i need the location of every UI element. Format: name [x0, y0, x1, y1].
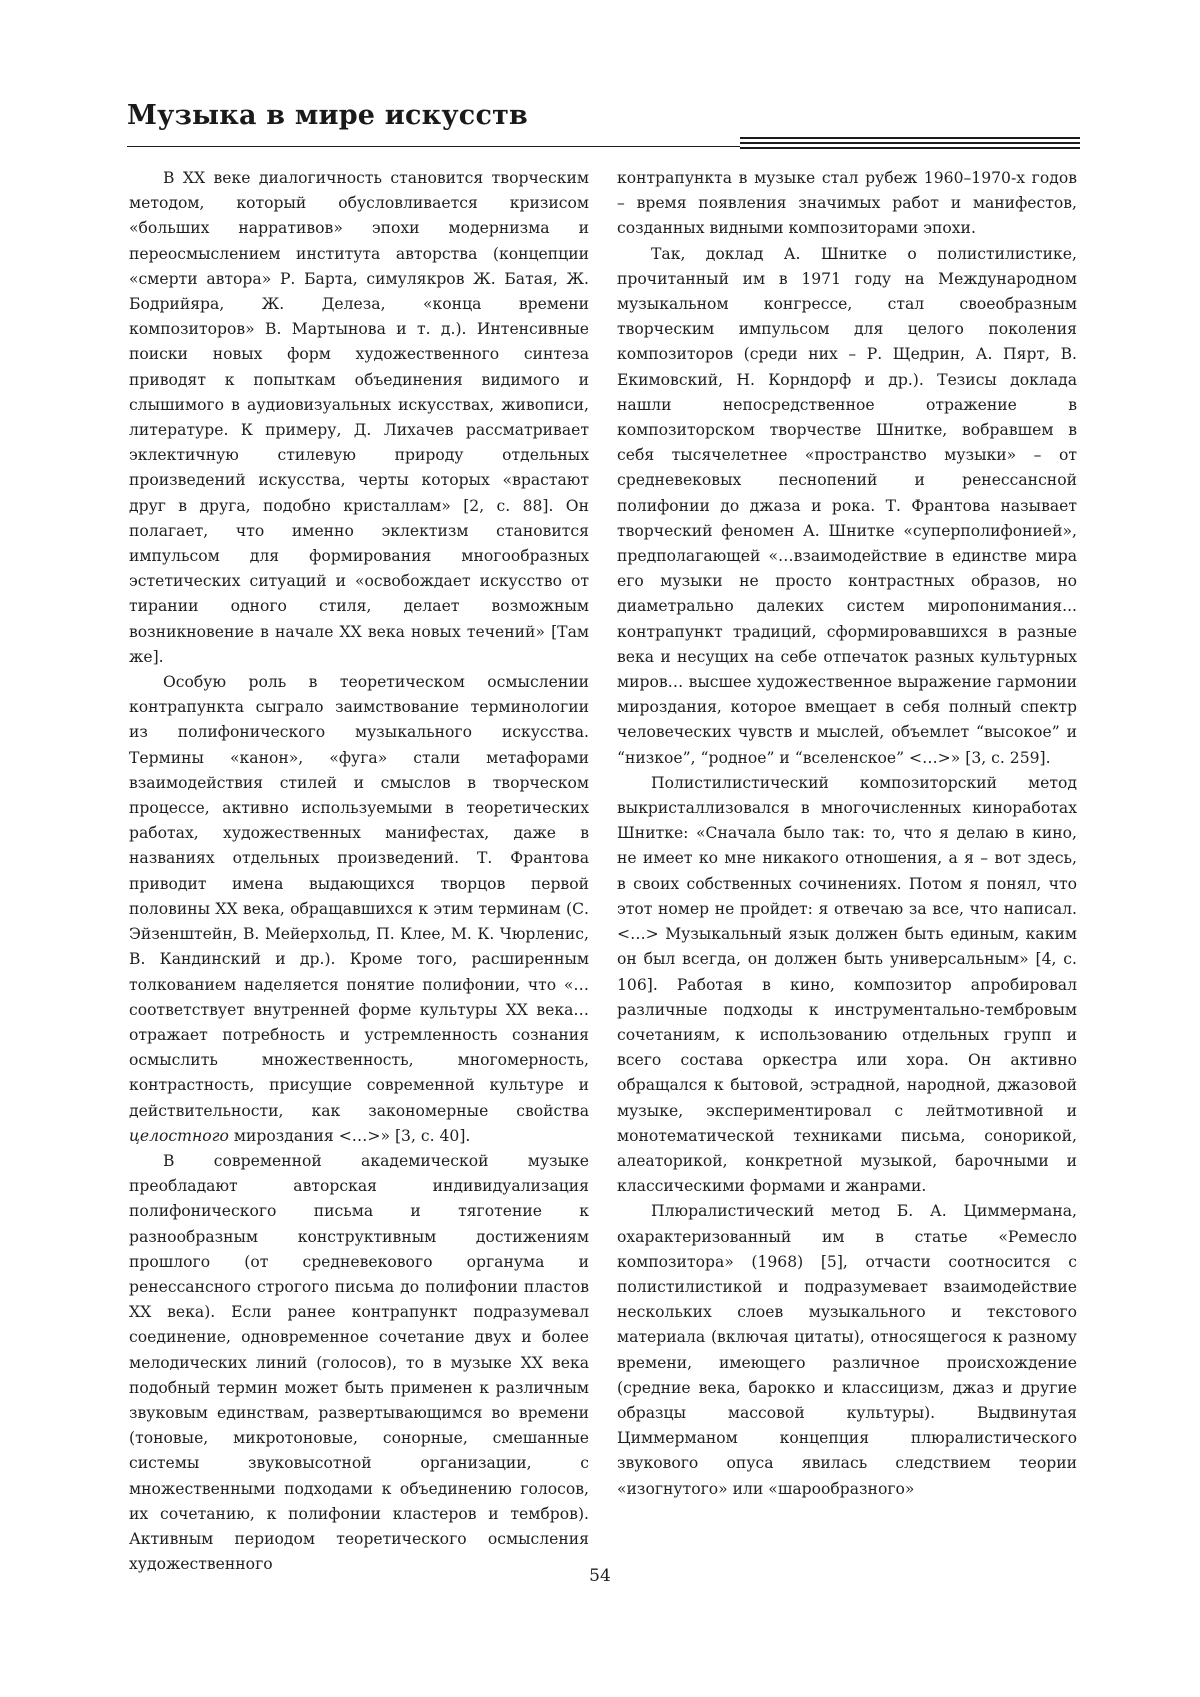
italic-term: целостного [129, 1126, 229, 1145]
running-header-title: Музыка в мире искусств [127, 100, 528, 131]
paragraph: Так, доклад А. Шнитке о полистилистике, прочитанный им в 1971 году на Международном музыкальном конгрессе, стал своеобразным творческим импульсом для целого поколения композиторов (среди них – Р. Щедрин, А. Пярт, В. Екимовский, Н. Корндорф и др.). Тезисы доклада нашли непосредственное отражение в композиторском творчестве Шнитке, вобравшем в себя тысячелетнее «пространство музыки» – от средневековых песнопений и ренессансной полифонии до джаза и рока. Т. Франтова называет творческий феномен А. Шнитке «суперполифонией», предполагающей «…взаимодействие в единстве мира его музыки не просто контрастных образов, но диаметрально далеких систем миропонимания... контрапункт традиций, сформировавшихся в разные века и несущих на себе отпечаток разных культурных миров… высшее художественное выражение гармонии мироздания, которое вмещает в себя полный спектр человеческих чувств и мыслей, объемлет “высокое” и “низкое”, “родное” и “вселенское” <…>» [3, с. 259]. [617, 244, 1077, 767]
header-rule-block [740, 137, 1080, 152]
right-text-column [617, 166, 1077, 1502]
paragraph-text: Особую роль в теоретическом осмыслении контрапункта сыграло заимствование терминологии из полифонического музыкального искусства. Термины «канон», «фуга» стали метафорами взаимодействия стилей и смыслов в творческом процессе, активно используемыми в теоретических работах, художественных манифестах, даже в названиях отдельных произведений. Т. Франтова приводит имена выдающихся творцов первой половины ХХ века, обращавшихся к этим терминам (С. Эйзенштейн, В. Мейерхольд, П. Клее, М. К. Чюрленис, В. Кандинский и др.). Кроме того, расширенным толкованием наделяется понятие полифонии, что «…соответствует внутренней форме культуры ХХ века… отражает потребность и устремленность сознания осмыслить множественность, многомерность, контрастность, присущие современной культуре и действительности, как закономерные свойства [129, 673, 589, 1120]
page-number: 54 [589, 1566, 611, 1586]
paragraph [129, 670, 589, 1149]
paragraph: В современной академической музыке преобладают авторская индивидуализация полифонического письма и тяготение к разнообразным конструктивным достижениям прошлого (от средневекового органума и ренессансного строгого письма до полифонии пластов ХХ века). Если ранее контрапункт подразумевал соединение, одновременное сочетание двух и более мелодических линий (голосов), то в музыке ХХ века подобный термин может быть применен к различным звуковым единствам, развертывающимся во времени (тоновые, микротоновые, сонорные, смешанные системы звуковысотной организации, с множественными подходами к объединению голосов, их сочетанию, к полифонии кластеров и тембров). Активным периодом теоретического осмысления художественного [129, 1151, 589, 1574]
header-rule-thin [127, 146, 740, 147]
paragraph-text: мироздания <…>» [3, с. 40]. [233, 1126, 471, 1145]
paragraph-continuation: контрапункта в музыке стал рубеж 1960–1970-х годов – время появления значимых работ и манифестов, созданных видными композиторами эпохи. [617, 169, 1077, 238]
paragraph: Полистилистический композиторский метод выкристаллизовался в многочисленных киноработах Шнитке: «Сначала было так: то, что я делаю в кино, не имеет ко мне никакого отношения, а я – вот здесь, в своих собственных сочинениях. Потом я понял, что этот номер не пройдет: я отвечаю за все, что написал. <…> Музыкальный язык должен быть единым, каким он был всегда, он должен быть универсальным» [4, с. 106]. Работая в кино, композитор апробировал различные подходы к инструментально-тембровым сочетаниям, к использованию отдельных групп и всего состава оркестра или хора. Он активно обращался к бытовой, эстрадной, народной, джазовой музыке, экспериментировал с лейтмотивной и монотематической техниками письма, сонорикой, алеаторикой, конкретной музыкой, барочными и классическими формами и жанрами. [617, 773, 1077, 1196]
paragraph: В ХХ веке диалогичность становится творческим методом, который обусловливается кризисом «больших нарративов» эпохи модернизма и переосмыслением института авторства (концепции «смерти автора» Р. Барта, симулякров Ж. Батая, Ж. Бодрийяра, Ж. Делеза, «конца времени композиторов» В. Мартынова и т. д.). Интенсивные поиски новых форм художественного синтеза приводят к попыткам объединения видимого и слышимого в аудиовизуальных искусствах, живописи, литературе. К примеру, Д. Лихачев рассматривает эклектичную стилевую природу отдельных произведений искусства, черты которых «врастают друг в друга, подобно кристаллам» [2, с. 88]. Он полагает, что именно эклектизм становится импульсом для формирования многообразных эстетических ситуаций и «освобождает искусство от тирании одного стиля, делает возможным возникновение в начале ХХ века новых течений» [Там же]. [129, 169, 589, 666]
left-text-column [129, 166, 589, 1577]
paragraph: Плюралистический метод Б. А. Циммермана, охарактеризованный им в статье «Ремесло композитора» (1968) [5], отчасти соотносится с полистилистикой и подразумевает взаимодействие нескольких слоев музыкального и текстового материала (включая цитаты), относящегося к разному времени, имеющего различное происхождение (средние века, барокко и классицизм, джаз и другие образцы массовой культуры). Выдвинутая Циммерманом концепция плюралистического звукового опуса явилась следствием теории «изогнутого» или «шарообразного» [617, 1202, 1077, 1498]
